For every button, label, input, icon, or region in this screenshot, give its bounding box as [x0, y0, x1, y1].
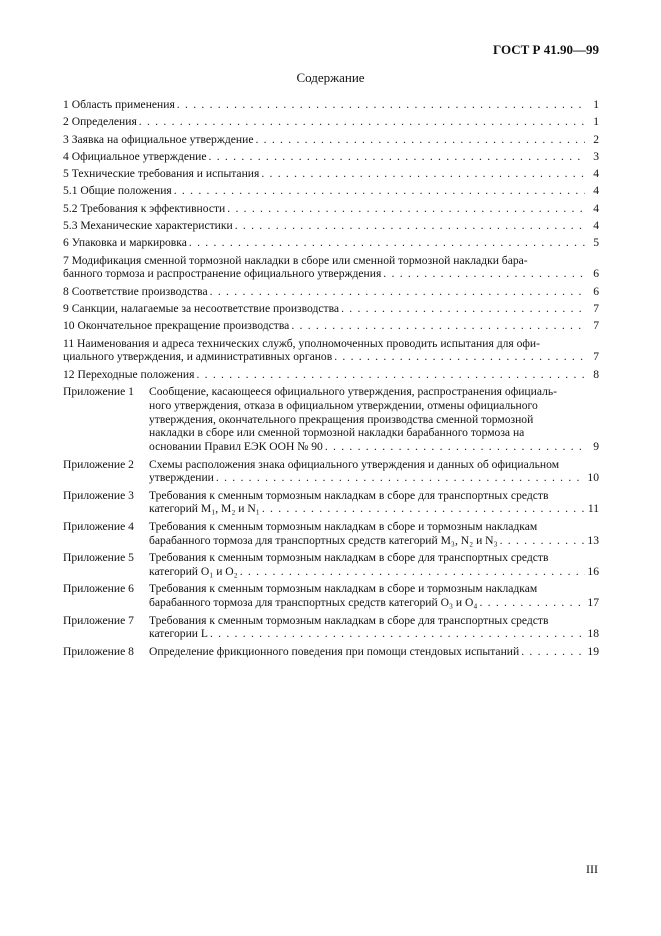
toc-entry[interactable]	[63, 184, 599, 198]
leader-dots	[216, 471, 585, 485]
toc-page-number: 4	[593, 219, 599, 233]
toc-title: Содержание	[296, 70, 365, 85]
toc-entry-text: 11 Наименования и адреса технических служб, уполномоченных проводить испытания для офи-	[63, 336, 540, 350]
toc-entry-text: Сообщение, касающееся официального утверждения, распространения официаль-	[149, 385, 558, 399]
appendix-label: Приложение 4	[63, 519, 134, 533]
standard-code: ГОСТ Р 41.90—99	[493, 42, 599, 57]
toc-appendix-entry[interactable]	[63, 385, 599, 454]
page-number: III	[586, 862, 598, 876]
toc-entry-text: Схемы расположения знака официального утверждения и данных об официальном	[149, 457, 560, 471]
toc-entry-text: 7 Модификация сменной тормозной накладки в сборе или сменной тормозной накладки бара-	[63, 253, 528, 267]
appendix-label: Приложение 6	[63, 582, 134, 596]
toc-entry[interactable]	[63, 219, 599, 233]
toc-appendix-entry[interactable]	[63, 645, 599, 659]
appendix-label: Приложение 2	[63, 457, 134, 471]
appendix-label: Приложение 7	[63, 613, 134, 627]
toc-entry-text: 4 Официальное утверждение	[63, 149, 207, 163]
toc-page-number: 1	[593, 115, 599, 129]
toc-entry-text: 3 Заявка на официальное утверждение	[63, 132, 254, 146]
appendix-label: Приложение 1	[63, 385, 134, 399]
toc-entry-text: 5.3 Механические характеристики	[63, 219, 233, 233]
toc-entry-text: Требования к сменным тормозным накладкам в сборе для транспортных средств	[149, 613, 549, 627]
leader-dots	[235, 219, 585, 233]
toc-entry-text: утверждении	[149, 471, 214, 485]
toc-entry-text: Требования к сменным тормозным накладкам в сборе и тормозным накладкам	[149, 519, 538, 533]
leader-dots	[334, 350, 585, 364]
leader-dots	[139, 115, 585, 129]
toc-entry[interactable]	[63, 285, 599, 299]
toc-entry[interactable]	[63, 337, 599, 364]
toc-appendix-entry[interactable]	[63, 489, 599, 516]
toc-page-number: 9	[593, 440, 599, 454]
toc-page-number: 4	[593, 201, 599, 215]
toc-entry[interactable]	[63, 167, 599, 181]
toc-entry-text: 8 Соответствие производства	[63, 284, 208, 298]
toc-page-number: 5	[593, 236, 599, 250]
toc-entry-text: циального утверждения, и административных органов	[63, 350, 333, 364]
toc-entry-text: 9 Санкции, налагаемые за несоответствие производства	[63, 302, 340, 316]
toc-appendix-entry[interactable]	[63, 614, 599, 641]
toc-page-number: 3	[593, 149, 599, 163]
appendix-label: Приложение 3	[63, 488, 134, 502]
leader-dots	[500, 534, 585, 548]
toc-entry-text: барабанного тормоза для транспортных средств категорий O₃ и O₄	[149, 596, 478, 610]
toc-entry-text: Требования к сменным тормозным накладкам в сборе и тормозным накладкам	[149, 582, 538, 596]
toc-page-number: 19	[587, 644, 599, 658]
toc-page-number: 6	[593, 267, 599, 281]
toc-entry[interactable]	[63, 254, 599, 281]
toc-page-number: 4	[593, 184, 599, 198]
leader-dots	[262, 502, 585, 516]
toc-page-number: 16	[587, 564, 599, 578]
toc-page-number: 18	[587, 627, 599, 641]
leader-dots	[325, 440, 585, 454]
toc-page-number: 2	[593, 132, 599, 146]
toc-page-number: 4	[593, 167, 599, 181]
leader-dots	[210, 627, 585, 641]
leader-dots	[210, 285, 585, 299]
toc-entry-text: Определение фрикционного поведения при помощи стендовых испытаний	[149, 644, 520, 658]
leader-dots	[521, 645, 585, 659]
toc-entry-text: барабанного тормоза для транспортных средств категорий M₃, N₂ и N₃	[149, 533, 498, 547]
toc-entry[interactable]	[63, 133, 599, 147]
toc-page-number: 17	[587, 596, 599, 610]
appendix-label: Приложение 5	[63, 551, 134, 565]
leader-dots	[189, 236, 585, 250]
toc-entry-text: ного утверждения, отказа в официальном утверждении, отмены официального	[149, 398, 538, 412]
toc-page-number: 7	[593, 302, 599, 316]
leader-dots	[227, 202, 585, 216]
leader-dots	[291, 319, 585, 333]
toc-entry-text: Требования к сменным тормозным накладкам в сборе для транспортных средств	[149, 551, 549, 565]
toc-page-number: 6	[593, 284, 599, 298]
appendix-label: Приложение 8	[63, 644, 134, 658]
leader-dots	[261, 167, 585, 181]
toc-entry-text: утверждения, окончательного прекращения производства сменной тормозной	[149, 412, 534, 426]
toc-entry-text: 10 Окончательное прекращение производства	[63, 319, 290, 333]
toc-entry-text: 2 Определения	[63, 115, 137, 129]
toc-page-number: 10	[587, 471, 599, 485]
toc-page-number: 11	[587, 502, 599, 516]
toc-page-number: 8	[593, 367, 599, 381]
leader-dots	[255, 133, 585, 147]
toc-entry-text: категорий M₁, M₂ и N₁	[149, 502, 260, 516]
toc-entry-text: накладки в сборе или сменной тормозной накладки барабанного тормоза на	[149, 426, 525, 440]
leader-dots	[240, 565, 585, 579]
toc-entry[interactable]	[63, 150, 599, 164]
toc-page-number: 7	[593, 350, 599, 364]
toc-page-number: 13	[587, 533, 599, 547]
toc-appendix-entry[interactable]	[63, 582, 599, 609]
toc-entry-text: категории L	[149, 627, 208, 641]
toc-appendix-entry[interactable]	[63, 458, 599, 485]
toc-page-number: 1	[593, 98, 599, 111]
leader-dots	[341, 302, 585, 316]
toc-entry[interactable]	[63, 115, 599, 129]
toc-entry-text: 5.2 Требования к эффективности	[63, 201, 226, 215]
toc-entry-text: основании Правил ЕЭК ООН № 90	[149, 440, 323, 454]
leader-dots	[209, 150, 585, 164]
leader-dots	[479, 596, 585, 610]
toc-entry-text: Требования к сменным тормозным накладкам в сборе для транспортных средств	[149, 488, 549, 502]
toc-entry[interactable]	[63, 236, 599, 250]
toc-appendix-entry[interactable]	[63, 551, 599, 578]
toc-entry-text: 6 Упаковка и маркировка	[63, 236, 187, 250]
toc-entry[interactable]	[63, 302, 599, 316]
leader-dots	[383, 267, 585, 281]
toc-entry[interactable]	[63, 319, 599, 333]
toc-entry-text: 12 Переходные положения	[63, 367, 195, 381]
toc-entry-text: банного тормоза и распространение официального утверждения	[63, 267, 382, 281]
leader-dots	[177, 98, 585, 112]
table-of-contents	[63, 98, 599, 662]
toc-entry[interactable]	[63, 368, 599, 382]
toc-entry[interactable]	[63, 98, 599, 112]
toc-entry-text: 5.1 Общие положения	[63, 184, 172, 198]
toc-entry[interactable]	[63, 202, 599, 216]
toc-entry-text: категорий O₁ и O₂	[149, 564, 238, 578]
toc-page-number: 7	[593, 319, 599, 333]
toc-entry-text: 5 Технические требования и испытания	[63, 167, 260, 181]
leader-dots	[196, 368, 585, 382]
leader-dots	[174, 184, 585, 198]
toc-entry-text: 1 Область применения	[63, 98, 175, 111]
toc-appendix-entry[interactable]	[63, 520, 599, 547]
